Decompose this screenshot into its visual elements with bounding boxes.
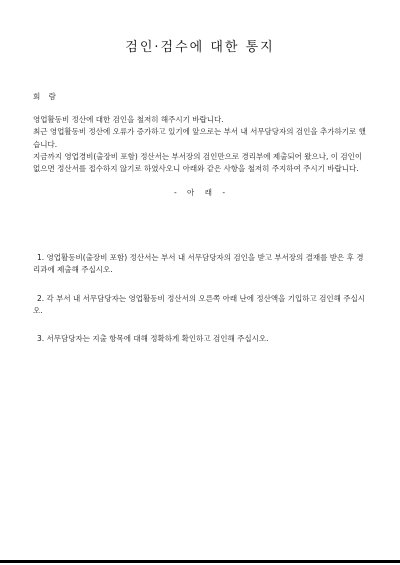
notice-heading: - 아 래 - [173,188,227,197]
item-list [33,252,369,361]
list-item: 3. 서무담당자는 지출 항목에 대해 정확하게 확인하고 검인해 주십시오. [37,334,269,344]
document-title: 검인·검수에 대한 통지 [125,40,275,55]
bottom-divider [0,560,400,563]
list-item: 2. 각 부서 내 서무담당자는 영업활동비 정산서의 오른쪽 아래 난에 정산액을 기입하고 검인해 주십시오. [33,293,365,315]
body-text [33,114,369,175]
list-item: 1. 영업활동비(출장비 포함) 정산서는 부서 내 서무담당자의 검인을 받고 부서장의 결재를 받은 후 경리과에 제출해 주십시오. [33,253,364,275]
memo-label: 회 람 [33,92,59,101]
body-paragraph: 최근 영업활동비 정산에 오류가 증가하고 있기에 앞으로는 부서 내 서무담당자의 검인을 추가하기로 했습니다. [33,127,366,149]
body-paragraph: 지금까지 영업경비(출장비 포함) 정산서는 부서장의 검인만으로 경리부에 제출되어 왔으나, 이 검인이 없으면 정산서를 접수하지 않기로 하였사오니 아래와 같은 사항을 철저히 주지하여 주시기 바랍니다. [33,151,363,174]
body-paragraph: 영업활동비 정산에 대한 검인을 철저히 해주시기 바랍니다. [33,115,224,124]
